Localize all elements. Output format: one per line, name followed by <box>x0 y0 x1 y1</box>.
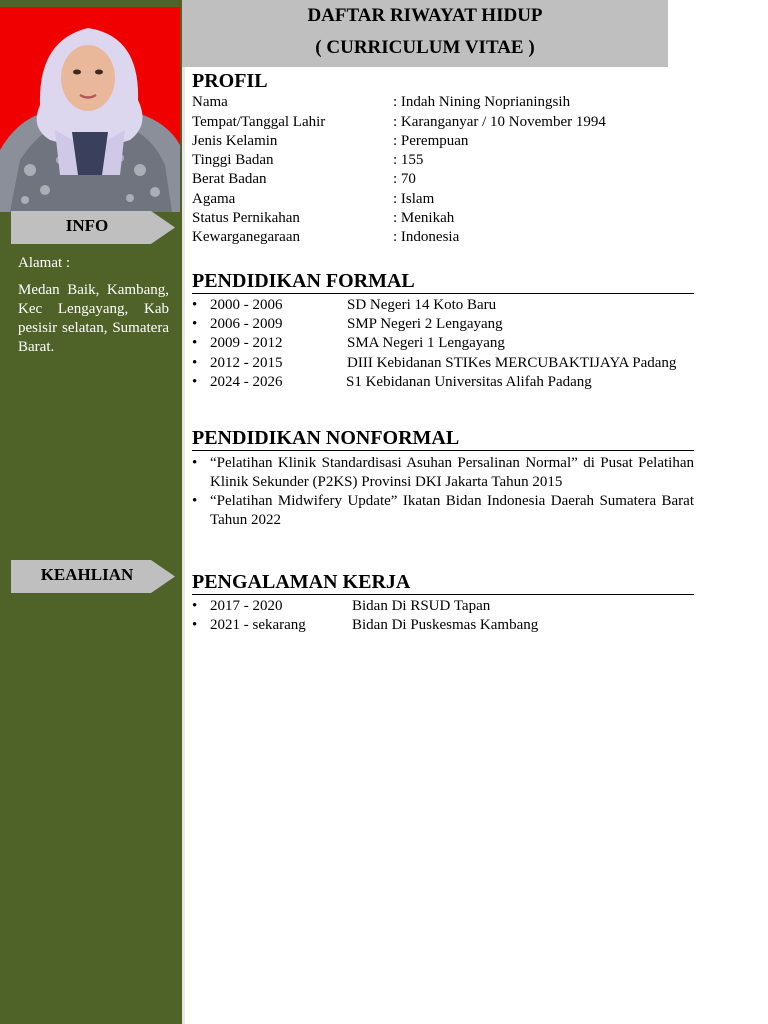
bullet-icon: • <box>192 316 198 332</box>
education-school: SD Negeri 14 Koto Baru <box>347 297 497 313</box>
education-school: DIII Kebidanan STIKes MERCUBAKTIJAYA Padang <box>347 355 677 371</box>
education-years: 2006 - 2009 <box>210 316 283 332</box>
bullet-icon: • <box>192 335 198 351</box>
skills-label: KEAHLIAN <box>40 565 134 584</box>
education-years: 2000 - 2006 <box>210 297 283 313</box>
profile-label: Jenis Kelamin <box>192 133 278 149</box>
profile-label: Agama <box>192 191 236 207</box>
bullet-icon: • <box>192 355 198 371</box>
profile-label: Berat Badan <box>192 171 267 187</box>
profile-value: : Indah Nining Noprianingsih <box>393 94 571 110</box>
profile-label: Status Pernikahan <box>192 210 300 226</box>
formal-education-heading: PENDIDIKAN FORMAL <box>192 269 694 294</box>
profile-value: : Menikah <box>393 210 455 226</box>
sidebar-divider <box>182 0 185 1024</box>
document-header <box>182 0 668 67</box>
education-years: 2009 - 2012 <box>210 335 283 351</box>
info-label: INFO <box>65 216 109 235</box>
profile-value: : 70 <box>393 171 416 187</box>
work-years: 2017 - 2020 <box>210 598 283 614</box>
address-text: Medan Baik, Kambang, Kec Lengayang, Kab pesisir selatan, Sumatera Barat. <box>18 282 169 355</box>
education-years: 2024 - 2026 <box>210 374 283 390</box>
bullet-icon: • <box>192 598 198 614</box>
address-heading <box>18 254 169 273</box>
work-place: Bidan Di Puskesmas Kambang <box>352 617 539 633</box>
bullet-icon: • <box>192 455 198 471</box>
education-school: SMA Negeri 1 Lengayang <box>347 335 505 351</box>
profile-label: Nama <box>192 94 228 110</box>
bullet-icon: • <box>192 374 198 390</box>
info-tag <box>11 211 175 244</box>
education-school: SMP Negeri 2 Lengayang <box>347 316 503 332</box>
profile-value: : Indonesia <box>393 229 460 245</box>
document-subtitle: ( CURRICULUM VITAE ) <box>315 37 535 58</box>
training-item: “Pelatihan Klinik Standardisasi Asuhan Persalinan Normal” di Pusat Pelatihan Klinik Sekunder (P2KS) Provinsi DKI Jakarta Tahun 2015 <box>210 455 694 490</box>
address-label: Alamat : <box>18 255 71 271</box>
work-place: Bidan Di RSUD Tapan <box>352 598 491 614</box>
profile-value: : Karanganyar / 10 November 1994 <box>393 114 606 130</box>
work-years: 2021 - sekarang <box>210 617 306 633</box>
nonformal-education-heading: PENDIDIKAN NONFORMAL <box>192 426 694 451</box>
document-title: DAFTAR RIWAYAT HIDUP <box>307 5 543 26</box>
profile-label: Tinggi Badan <box>192 152 274 168</box>
profile-label: Kewarganegaraan <box>192 229 300 245</box>
bullet-icon: • <box>192 493 198 509</box>
profile-value: : 155 <box>393 152 424 168</box>
education-years: 2012 - 2015 <box>210 355 283 371</box>
profile-value: : Islam <box>393 191 435 207</box>
work-experience-heading: PENGALAMAN KERJA <box>192 570 694 595</box>
skills-tag <box>11 560 175 593</box>
training-item: “Pelatihan Midwifery Update” Ikatan Bidan Indonesia Daerah Sumatera Barat Tahun 2022 <box>210 493 694 528</box>
education-school: S1 Kebidanan Universitas Alifah Padang <box>346 374 592 390</box>
profile-label: Tempat/Tanggal Lahir <box>192 114 326 130</box>
profile-value: : Perempuan <box>393 133 469 149</box>
profile-photo <box>0 0 180 212</box>
bullet-icon: • <box>192 297 198 313</box>
profile-heading: PROFIL <box>192 70 268 92</box>
bullet-icon: • <box>192 617 198 633</box>
